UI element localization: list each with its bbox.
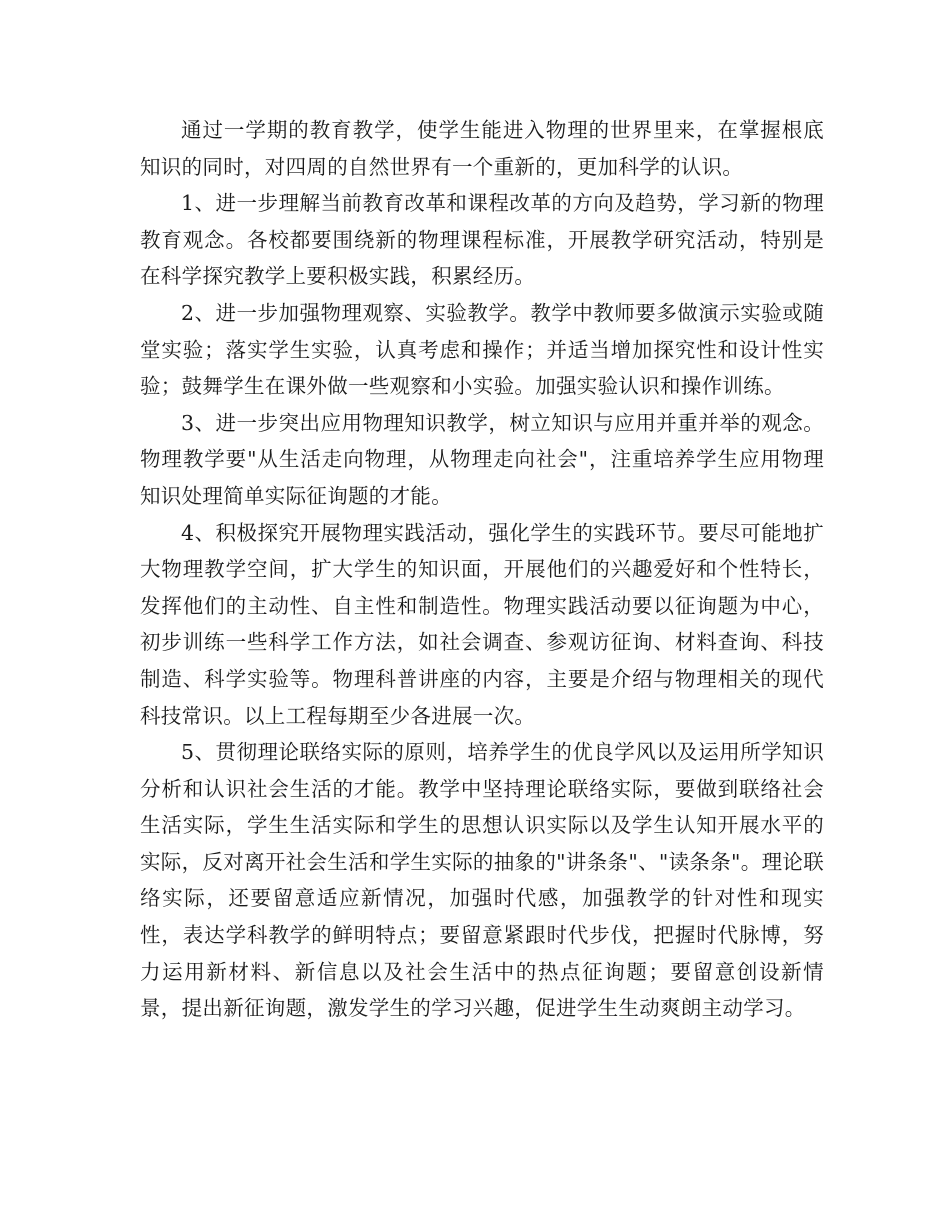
paragraph-item-3: 3、进一步突出应用物理知识教学，树立知识与应用并重并举的观念。物理教学要"从生活走向物理，从物理走向社会"，注重培养学生应用物理知识处理简单实际征询题的才能。 bbox=[140, 410, 824, 508]
paragraph-item-4: 4、积极探究开展物理实践活动，强化学生的实践环节。要尽可能地扩大物理教学空间，扩大学生的知识面，开展他们的兴趣爱好和个性特长，发挥他们的主动性、自主性和制造性。物理实践活动要以征询题为中心，初步训练一些科学工作方法，如社会调查、参观访征询、材料查询、科技制造、科学实验等。物理科普讲座的内容，主要是介绍与物理相关的现代科技常识。以上工程每期至少各进展一次。 bbox=[140, 520, 824, 728]
paragraph-item-5: 5、贯彻理论联络实际的原则，培养学生的优良学风以及运用所学知识分析和认识社会生活的才能。教学中坚持理论联络实际，要做到联络社会生活实际，学生生活实际和学生的思想认识实际以及学生认知开展水平的实际，反对离开社会生活和学生实际的抽象的"讲条条"、"读条条"。理论联络实际，还要留意适应新情况，加强时代感，加强教学的针对性和现实性，表达学科教学的鲜明特点；要留意紧跟时代步伐，把握时代脉博，努力运用新材料、新信息以及社会生活中的热点征询题；要留意创设新情景，提出新征询题，激发学生的学习兴趣，促进学生生动爽朗主动学习。 bbox=[140, 740, 824, 1021]
paragraph-item-1: 1、进一步理解当前教育改革和课程改革的方向及趋势，学习新的物理教育观念。各校都要围绕新的物理课程标准，开展教学研究活动，特别是在科学探究教学上要积极实践，积累经历。 bbox=[140, 191, 824, 289]
document-body bbox=[140, 112, 824, 1027]
paragraph-item-2: 2、进一步加强物理观察、实验教学。教学中教师要多做演示实验或随堂实验；落实学生实验，认真考虑和操作；并适当增加探究性和设计性实验；鼓舞学生在课外做一些观察和小实验。加强实验认识和操作训练。 bbox=[140, 300, 824, 399]
paragraph-intro: 通过一学期的教育教学，使学生能进入物理的世界里来，在掌握根底知识的同时，对四周的自然世界有一个重新的，更加科学的认识。 bbox=[140, 118, 824, 179]
